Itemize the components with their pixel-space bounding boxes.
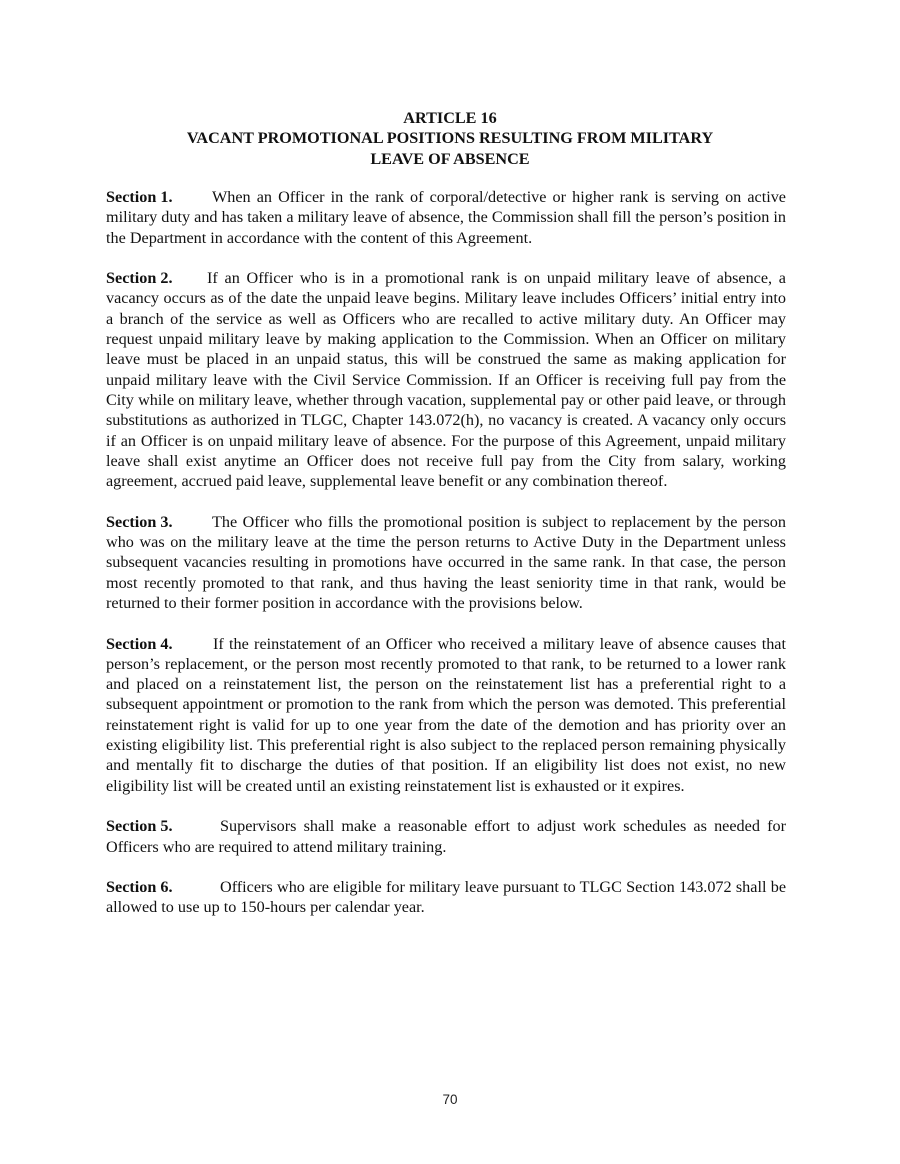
- section-5: [106, 816, 786, 857]
- section-2: [106, 268, 786, 491]
- article-title-line-2: LEAVE OF ABSENCE: [370, 149, 530, 168]
- section-text: If an Officer who is in a promotional rank is on unpaid military leave of absence, a vacancy occurs as of the date the unpaid leave begins. Military leave includes Officers’ initial entry into a branch of the service as well as Officers who are recalled to active military duty. An Officer may request unpaid military leave by making application to the Commission. When an Officer on military leave must be placed in an unpaid status, this will be construed the same as making application for unpaid military leave with the Civil Service Commission. If an Officer is receiving full pay from the City while on military leave, whether through vacation, supplemental pay or other paid leave, or through substitutions as authorized in TLGC, Chapter 143.072(h), no vacancy is created. A vacancy only occurs if an Officer is on unpaid military leave of absence. For the purpose of this Agreement, unpaid military leave shall exist anytime an Officer does not receive full pay from the City from salary, working agreement, accrued paid leave, supplemental leave benefit or any combination thereof.: [106, 269, 786, 491]
- section-3: [106, 512, 786, 613]
- section-label: Section 1.: [106, 188, 173, 206]
- article-title-line-1: VACANT PROMOTIONAL POSITIONS RESULTING FROM MILITARY: [186, 129, 714, 148]
- section-label: Section 5.: [106, 817, 173, 836]
- section-text: The Officer who fills the promotional position is subject to replacement by the person who was on the military leave at the time the person returns to Active Duty in the Department unless subsequent vacancies resulting in promotions have occurred in the same rank. In that case, the person most recently promoted to that rank, and thus having the least seniority time in that rank, would be returned to their former position in accordance with the provisions below.: [106, 512, 786, 612]
- section-label: Section 3.: [106, 512, 173, 531]
- section-text: Supervisors shall make a reasonable effort to adjust work schedules as needed for Officers who are required to attend military training.: [106, 817, 786, 856]
- section-label: Section 2.: [106, 269, 173, 288]
- section-4: [106, 634, 786, 796]
- article-number: ARTICLE 16: [403, 109, 497, 127]
- article-body: [106, 187, 786, 938]
- section-text: If the reinstatement of an Officer who received a military leave of absence causes that person’s replacement, or the person most recently promoted to that rank, to be returned to a lower rank and placed on a reinstatement list, the person on the reinstatement list has a preferential right to a subsequent appointment or promotion to the rank from which the person was demoted. This preferential reinstatement right is valid for up to one year from the date of the demotion and has priority over an existing eligibility list. This preferential right is also subject to the replaced person remaining physically and mentally fit to discharge the duties of that position. If an eligibility list does not exist, no new eligibility list will be created until an existing reinstatement list is exhausted or it expires.: [106, 634, 786, 795]
- article-heading: [0, 108, 900, 169]
- section-text: When an Officer in the rank of corporal/detective or higher rank is serving on active military duty and has taken a military leave of absence, the Commission shall fill the person’s position in the Department in accordance with the content of this Agreement.: [106, 188, 786, 247]
- section-text: Officers who are eligible for military leave pursuant to TLGC Section 143.072 shall be allowed to use up to 150-hours per calendar year.: [106, 878, 786, 917]
- section-label: Section 6.: [106, 878, 173, 897]
- page-number: 70: [442, 1092, 458, 1107]
- section-1: [106, 187, 786, 248]
- section-label: Section 4.: [106, 634, 173, 653]
- section-6: [106, 877, 786, 918]
